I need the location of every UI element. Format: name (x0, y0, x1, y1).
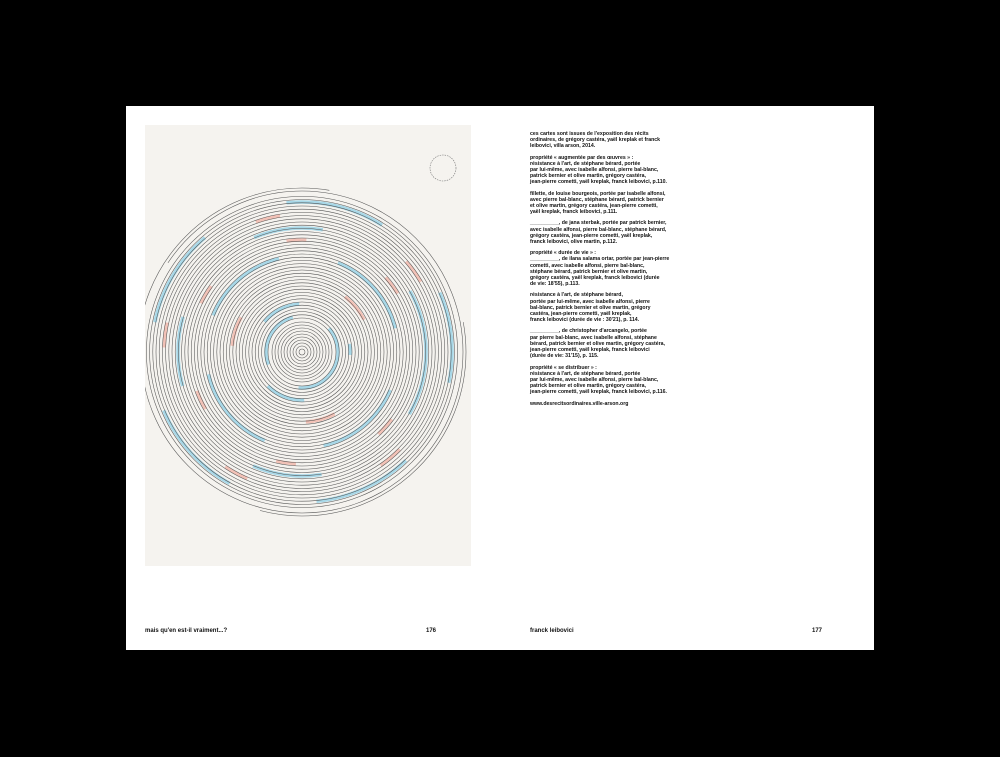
concentric-circles-drawing (145, 125, 471, 566)
outer-ring (175, 225, 429, 479)
inner-ring (284, 334, 320, 370)
inner-ring (299, 349, 305, 355)
color-band (254, 304, 350, 400)
running-head-left: mais qu'en est-il vraiment...? (145, 628, 228, 634)
inner-ring (296, 346, 308, 358)
inner-ring (281, 331, 323, 373)
inner-ring (278, 328, 326, 376)
outer-ring (226, 276, 377, 427)
outer-ring (182, 232, 423, 473)
outer-ring (146, 196, 457, 507)
inner-ring (287, 337, 317, 367)
running-head-right: franck leibovici (530, 628, 574, 634)
outer-ring (191, 241, 413, 463)
outer-ring (223, 273, 381, 431)
outer-ring (194, 244, 409, 459)
outer-ring (220, 270, 384, 434)
color-band (266, 316, 338, 388)
caption-paragraph: __________, de christopher d'arcangelo, portée par pierre bal-blanc, avec isabelle alfonsi, stéphane bérard, patrick bernier et olive martin, grégory castéra, jean-pierre cometti, yaël kreplak, franck leibovici (durée de vie: 31'15), p. 115. (530, 328, 665, 360)
website-link[interactable]: www.desrecitsordinaires.ville-arson.org (530, 400, 629, 407)
caption-paragraph: __________, de jana sterbak, portée par patrick bernier, avec isabelle alfonsi, pierre bal-blanc, stéphane bérard, grégory castéra, jean-pierre cometti, yaël kreplak, franck leibovici, olive martin, p.112. (530, 220, 667, 246)
caption-paragraph: résistance à l'art, de stéphane bérard, portée par lui-même, avec isabelle alfonsi, pierre bal-blanc, patrick bernier et olive martin, grégory castéra, jean-pierre cometti, yaël kreplak, franck leibovici (durée de vie : 30'21), p. 114. (530, 292, 651, 324)
caption-paragraph: fillette, de louise bourgeois, portée par isabelle alfonsi, avec pierre bal-blanc, stéphane bérard, patrick bernier et olive martin, grégory castéra, jean-pierre cometti, yaël kreplak, franck leibovici, p.111. (530, 190, 666, 216)
outer-ring (236, 286, 368, 418)
color-band (152, 202, 452, 502)
left-page (126, 106, 500, 650)
inner-ring (275, 325, 329, 379)
inner-ring (293, 343, 311, 361)
caption-paragraph: propriété « augmentée par des œuvres » : résistance à l'art, de stéphane bérard, portée par lui-même, avec isabelle alfonsi, pierre bal-blanc, patrick bernier et olive martin, grégory castéra, jean-pierre cometti, yaël kreplak, franck leibovici, p.110. (530, 154, 667, 186)
outer-ring (242, 292, 361, 411)
outer-ring (258, 308, 345, 395)
outer-ring (246, 296, 359, 409)
caption-paragraph: propriété « se distribuer » : résistance à l'art, de stéphane bérard, portée par lui-même, avec isabelle alfonsi, pierre bal-blanc, patrick bernier et olive martin, grégory castéra, jean-pierre cometti, yaël kreplak, franck leibovici, p.116. (530, 364, 667, 396)
outer-ring (239, 289, 365, 415)
outer-ring (201, 251, 403, 453)
outer-ring (198, 248, 407, 457)
color-band (178, 228, 426, 476)
outer-ring (214, 264, 391, 441)
caption-paragraph: propriété « durée de vie » : __________, de ilana salama ortar, portée par jean-pierre cometti, avec isabelle alfonsi, pierre bal-blanc, stéphane bérard, patrick bernier et olive martin, grégory castéra, yaël kreplak, franck leibovici (durée de vie: 18'55), p.113. (530, 250, 670, 288)
outer-arc (145, 188, 466, 516)
outer-ring (172, 222, 432, 482)
outer-ring (166, 216, 439, 489)
caption-paragraph: ces cartes sont issues de l'exposition des récits ordinaires, de grégory castéra, yaël kreplak et franck leibovici, villa arson, 2014. (530, 131, 661, 150)
small-annotation-circle (430, 155, 456, 181)
inner-ring (290, 340, 314, 364)
book-spread (126, 106, 874, 650)
outer-ring (210, 260, 393, 443)
caption-text-block (530, 131, 690, 407)
right-page (500, 106, 874, 650)
outer-ring (159, 209, 445, 495)
outer-ring (169, 219, 435, 485)
page-number-left: 176 (426, 628, 437, 634)
artwork-plate (145, 125, 471, 566)
outer-ring (262, 312, 343, 393)
outer-ring (207, 257, 397, 447)
outer-ring (178, 228, 425, 475)
outer-ring (156, 206, 448, 498)
page-number-right: 177 (812, 628, 823, 634)
